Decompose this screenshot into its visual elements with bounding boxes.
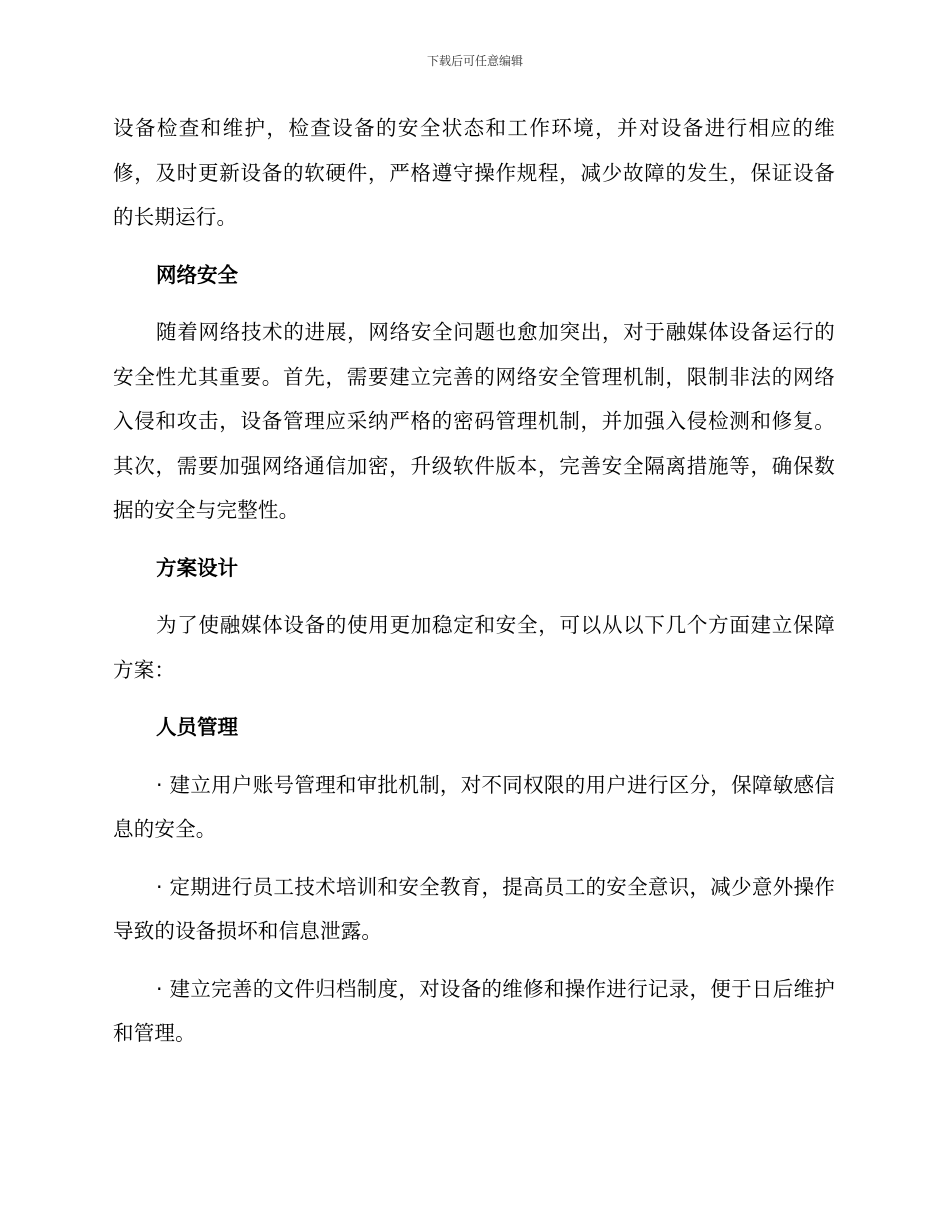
paragraph-network-security: 随着网络技术的进展，网络安全问题也愈加突出，对于融媒体设备运行的安全性尤其重要。首先，需要建立完善的网络安全管理机制，限制非法的网络入侵和攻击，设备管理应采纳严格的密码管理机制，并加强入侵检测和修复。其次，需要加强网络通信加密，升级软件版本，完善安全隔离措施等，确保数据的安全与完整性。 (113, 320, 835, 522)
document-body (113, 106, 835, 1056)
paragraph-plan-design: 为了使融媒体设备的使用更加稳定和安全，可以从以下几个方面建立保障方案： (113, 613, 835, 682)
page-header: 下载后可任意编辑 (426, 54, 523, 68)
bullet-item: · 建立用户账号管理和审批机制，对不同权限的用户进行区分，保障敏感信息的安全。 (113, 772, 835, 841)
heading-network-security: 网络安全 (156, 262, 238, 287)
heading-plan-design: 方案设计 (156, 555, 238, 580)
heading-personnel-management: 人员管理 (156, 715, 238, 739)
paragraph-maintenance: 设备检查和维护，检查设备的安全状态和工作环境，并对设备进行相应的维修，及时更新设备的软硬件，严格遵守操作规程，减少故障的发生，保证设备的长期运行。 (113, 116, 835, 229)
bullet-item: · 建立完善的文件归档制度，对设备的维修和操作进行记录，便于日后维护和管理。 (113, 976, 835, 1045)
bullet-item: · 定期进行员工技术培训和安全教育，提高员工的安全意识，减少意外操作导致的设备损坏和信息泄露。 (113, 874, 835, 943)
